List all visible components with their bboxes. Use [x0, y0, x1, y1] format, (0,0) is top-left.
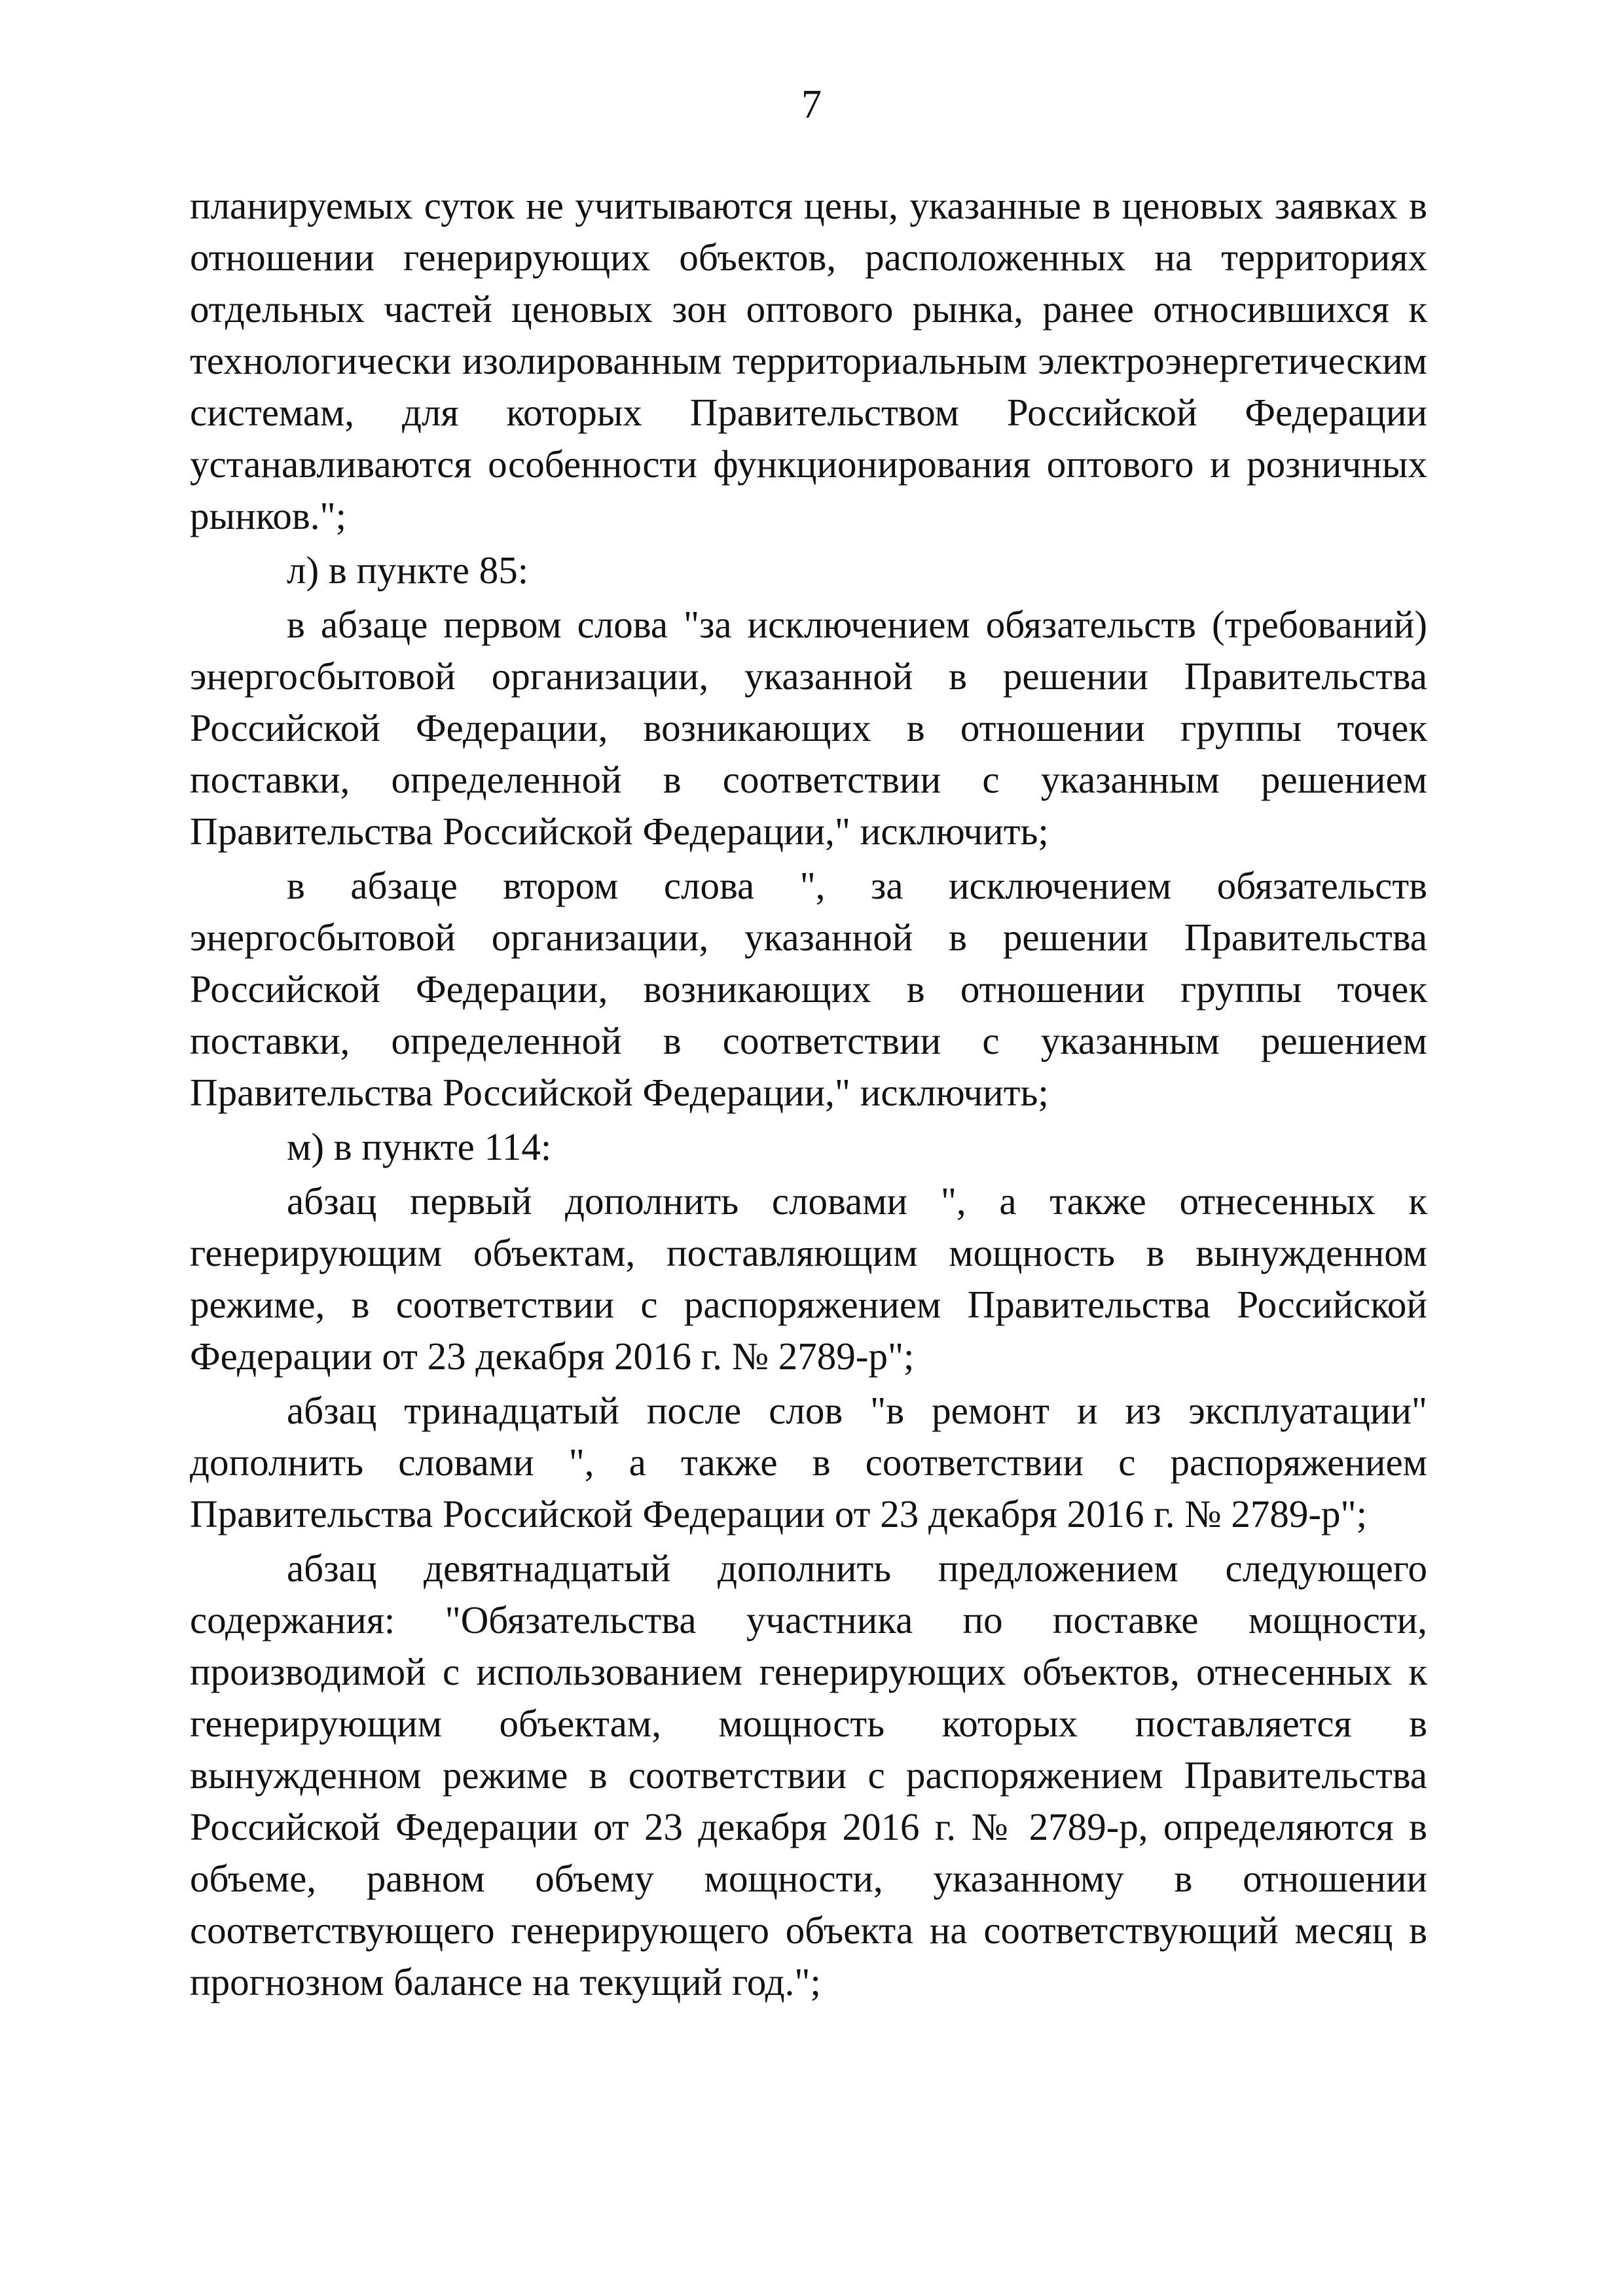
paragraph-subitem-l: л) в пункте 85:: [287, 548, 529, 592]
paragraph-continuation: планируемых суток не учитываются цены, указанные в ценовых заявках в отношении генерирующих объектов, расположенных на территориях отдельных частей ценовых зон оптового рынка, ранее относившихся к технологически изолированным территориальным электроэнергетическим системам, для которых Правительством Российской Федерации устанавливаются особенности функционирования оптового и розничных рынков.";: [190, 184, 1427, 537]
page-number: 7: [801, 82, 822, 127]
paragraph-thirteenth-abzac-114: абзац тринадцатый после слов "в ремонт и из эксплуатации" дополнить словами ", а также в соответствии с распоряжением Правительства Российской Федерации от 23 декабря 2016 г. № 2789-р";: [190, 1389, 1427, 1535]
paragraph-nineteenth-abzac-114: абзац девятнадцатый дополнить предложением следующего содержания: "Обязательства участника по поставке мощности, производимой с использованием генерирующих объектов, отнесенных к генерирующим объектам, мощность которых поставляется в вынужденном режиме в соответствии с распоряжением Правительства Российской Федерации от 23 декабря 2016 г. № 2789-р, определяются в объеме, равном объему мощности, указанному в отношении соответствующего генерирующего объекта на соответствующий месяц в прогнозном балансе на текущий год.";: [190, 1547, 1427, 2003]
paragraph-second-abzac-85: в абзаце втором слова ", за исключением обязательств энергосбытовой организации, указанной в решении Правительства Российской Федерации, возникающих в отношении группы точек поставки, определенной в соответствии с указанным решением Правительства Российской Федерации," исключить;: [190, 864, 1427, 1114]
paragraph-first-abzac-85: в абзаце первом слова "за исключением обязательств (требований) энергосбытовой организации, указанной в решении Правительства Российской Федерации, возникающих в отношении группы точек поставки, определенной в соответствии с указанным решением Правительства Российской Федерации," исключить;: [190, 603, 1427, 853]
paragraph-subitem-m: м) в пункте 114:: [287, 1125, 552, 1168]
document-body: [190, 180, 1427, 2008]
paragraph-first-abzac-114: абзац первый дополнить словами ", а также отнесенных к генерирующим объектам, поставляющим мощность в вынужденном режиме, в соответствии с распоряжением Правительства Российской Федерации от 23 декабря 2016 г. № 2789-р";: [190, 1179, 1427, 1378]
